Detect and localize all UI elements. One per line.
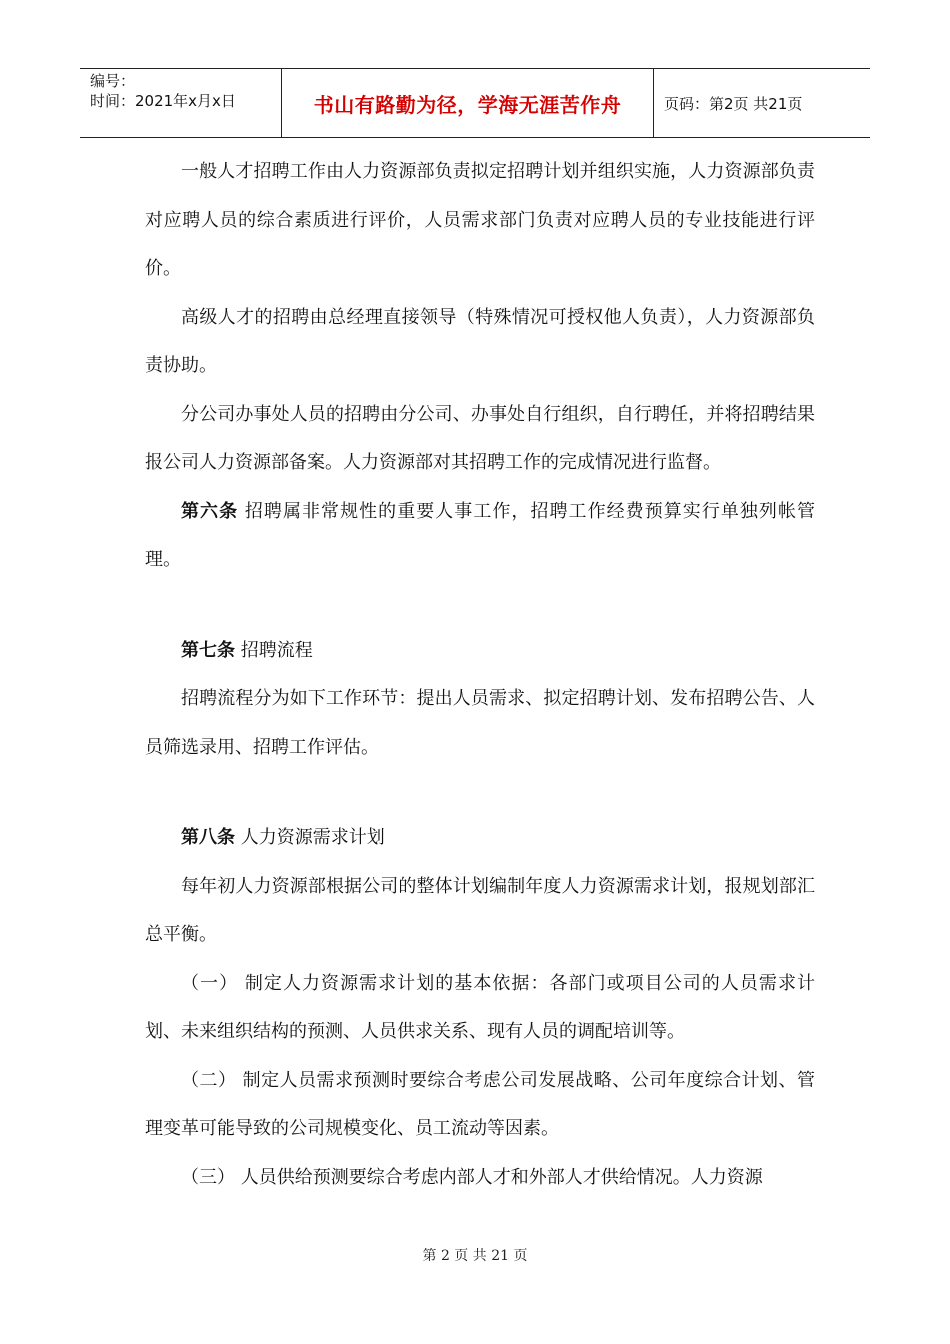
time-label: 时间：2021年x月x日 xyxy=(90,92,236,110)
list-item-3: （三） 人员供给预测要综合考虑内部人才和外部人才供给情况。人力资源 xyxy=(181,1166,763,1188)
article-8-heading: 第八条 xyxy=(181,827,235,848)
article-6 xyxy=(145,488,815,585)
page-footer: 第 2 页 共 21 页 xyxy=(422,1248,528,1264)
header-meta xyxy=(80,69,282,137)
article-6-heading: 第六条 xyxy=(181,500,239,522)
paragraph: 高级人才的招聘由总经理直接领导（特殊情况可授权他人负责），人力资源部负责协助。 xyxy=(145,306,815,376)
article-7-heading: 第七条 xyxy=(181,639,235,661)
header-motto: 书山有路勤为径，学海无涯苦作舟 xyxy=(282,69,654,137)
paragraph: 一般人才招聘工作由人力资源部负责拟定招聘计划并组织实施，人力资源部负责对应聘人员的综合素质进行评价，人员需求部门负责对应聘人员的专业技能进行评价。 xyxy=(145,161,815,279)
paragraph: 招聘流程分为如下工作环节：提出人员需求、拟定招聘计划、发布招聘公告、人员筛选录用、招聘工作评估。 xyxy=(145,688,815,758)
paragraph: 每年初人力资源部根据公司的整体计划编制年度人力资源需求计划，报规划部汇总平衡。 xyxy=(145,875,815,945)
article-6-text: 招聘属非常规性的重要人事工作，招聘工作经费预算实行单独列帐管理。 xyxy=(145,500,816,570)
list-item-2: （二） 制定人员需求预测时要综合考虑公司发展战略、公司年度综合计划、管理变革可能导致的公司规模变化、员工流动等因素。 xyxy=(145,1069,815,1139)
article-7 xyxy=(145,627,815,676)
list-item-1: （一） 制定人力资源需求计划的基本依据：各部门或项目公司的人员需求计划、未来组织结构的预测、人员供求关系、现有人员的调配培训等。 xyxy=(145,972,815,1042)
article-8 xyxy=(145,814,815,863)
paragraph: 分公司办事处人员的招聘由分公司、办事处自行组织，自行聘任，并将招聘结果报公司人力资源部备案。人力资源部对其招聘工作的完成情况进行监督。 xyxy=(145,403,815,473)
document-body xyxy=(145,148,815,1202)
article-8-text: 人力资源需求计划 xyxy=(235,827,385,848)
number-label: 编号： xyxy=(90,72,136,90)
article-7-text: 招聘流程 xyxy=(235,639,313,661)
page-header xyxy=(80,68,870,138)
header-page-info: 页码：第2页 共21页 xyxy=(664,94,803,113)
